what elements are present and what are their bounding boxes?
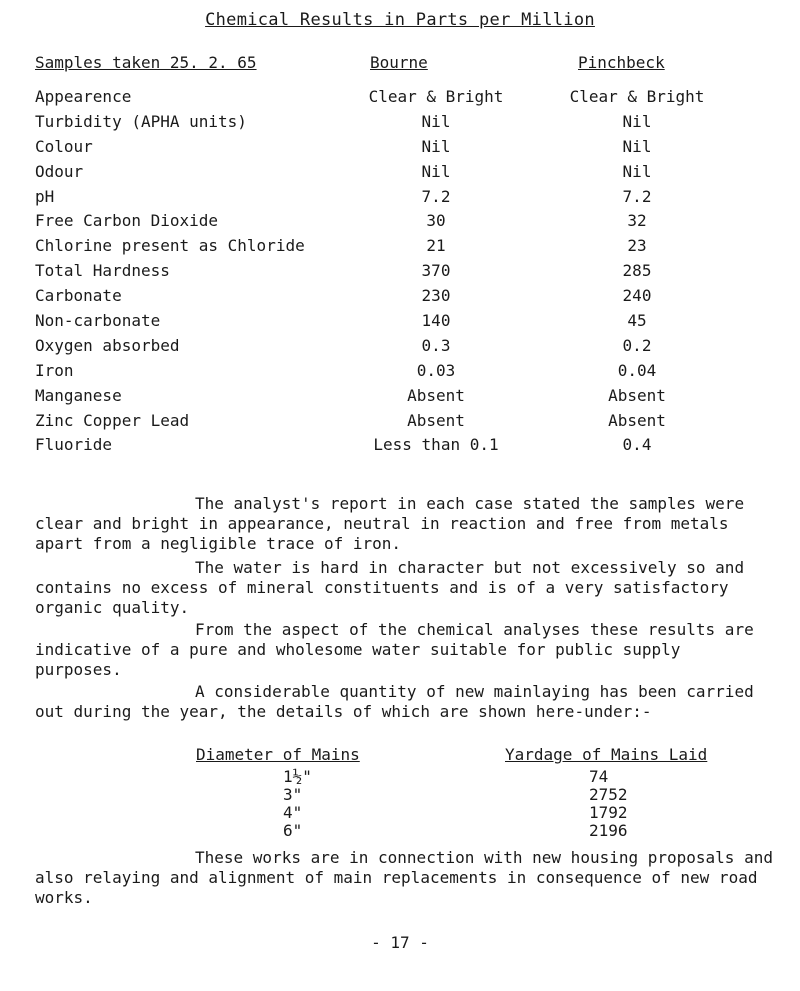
row-label: Zinc Copper Lead bbox=[35, 410, 190, 430]
housing-works-paragraph: These works are in connection with new housing proposals and also relaying and alignment of main replacements in consequence of new road works. bbox=[35, 848, 773, 907]
pinchbeck-value: 285 bbox=[622, 261, 652, 281]
row-label: Colour bbox=[35, 136, 93, 156]
diameter-value: 6" bbox=[283, 821, 303, 840]
table-row bbox=[0, 162, 800, 187]
page-title: Chemical Results in Parts per Million bbox=[205, 10, 595, 30]
pinchbeck-value: Nil bbox=[622, 111, 652, 131]
pinchbeck-value: 240 bbox=[622, 286, 652, 306]
row-label: Manganese bbox=[35, 385, 122, 405]
pinchbeck-value: Absent bbox=[608, 410, 666, 430]
row-label: Odour bbox=[35, 161, 84, 181]
row-label: Chlorine present as Chloride bbox=[35, 236, 305, 256]
bourne-value: 370 bbox=[421, 261, 451, 281]
row-label: Appearence bbox=[35, 87, 132, 106]
pinchbeck-value: 0.2 bbox=[622, 335, 652, 355]
bourne-value: Clear & Bright bbox=[368, 87, 504, 106]
yardage-value: 2752 bbox=[589, 785, 628, 804]
diameter-value: 4" bbox=[283, 803, 303, 822]
pinchbeck-column-header: Pinchbeck bbox=[578, 53, 665, 72]
row-label: Fluoride bbox=[35, 435, 113, 455]
diameter-value: 1½" bbox=[283, 767, 312, 786]
pinchbeck-value: Nil bbox=[622, 136, 652, 156]
pinchbeck-value: 32 bbox=[627, 211, 647, 231]
row-label: Carbonate bbox=[35, 286, 122, 306]
table-row bbox=[0, 435, 800, 460]
row-label: pH bbox=[35, 186, 55, 206]
wholesome-water-paragraph: From the aspect of the chemical analyses these results are indicative of a pure and wholesome water suitable for public supply purposes. bbox=[35, 620, 754, 679]
row-label: Oxygen absorbed bbox=[35, 335, 180, 355]
row-label: Non-carbonate bbox=[35, 311, 161, 331]
pinchbeck-value: 45 bbox=[627, 311, 647, 331]
bourne-value: Nil bbox=[421, 161, 451, 181]
table-row bbox=[0, 311, 800, 336]
pinchbeck-value: 0.04 bbox=[617, 360, 657, 380]
table-row bbox=[0, 803, 800, 821]
samples-date-header: Samples taken 25. 2. 65 bbox=[35, 53, 257, 72]
pinchbeck-value: 23 bbox=[627, 236, 647, 256]
bourne-value: 230 bbox=[421, 286, 451, 306]
bourne-value: 0.03 bbox=[416, 360, 456, 380]
pinchbeck-value: Absent bbox=[608, 385, 666, 405]
bourne-value: 140 bbox=[421, 311, 451, 331]
table-row bbox=[0, 87, 800, 112]
table-row bbox=[0, 187, 800, 212]
results-table bbox=[0, 87, 800, 460]
table-row bbox=[0, 411, 800, 436]
bourne-value: Absent bbox=[407, 410, 465, 430]
table-row bbox=[0, 261, 800, 286]
table-row bbox=[0, 361, 800, 386]
row-label: Turbidity (APHA units) bbox=[35, 111, 247, 131]
analyst-report-paragraph: The analyst's report in each case stated the samples were clear and bright in appearance, neutral in reaction and free from metals apart from a negligible trace of iron. bbox=[35, 494, 745, 553]
hardness-paragraph: The water is hard in character but not excessively so and contains no excess of mineral constituents and is of a very satisfactory organic quality. bbox=[35, 558, 745, 617]
diameter-header: Diameter of Mains bbox=[196, 745, 360, 764]
yardage-value: 1792 bbox=[589, 803, 628, 822]
row-label: Iron bbox=[35, 360, 74, 380]
yardage-value: 2196 bbox=[589, 821, 628, 840]
table-row bbox=[0, 821, 800, 839]
row-label: Total Hardness bbox=[35, 261, 170, 281]
bourne-value: 30 bbox=[426, 211, 446, 231]
diameter-value: 3" bbox=[283, 785, 303, 804]
table-row bbox=[0, 211, 800, 236]
bourne-value: 0.3 bbox=[421, 335, 451, 355]
table-row bbox=[0, 286, 800, 311]
bourne-value: Nil bbox=[421, 111, 451, 131]
table-row bbox=[0, 137, 800, 162]
bourne-value: Absent bbox=[407, 385, 465, 405]
pinchbeck-value: 7.2 bbox=[622, 186, 652, 206]
bourne-column-header: Bourne bbox=[370, 53, 428, 72]
yardage-header: Yardage of Mains Laid bbox=[505, 745, 708, 764]
table-row bbox=[0, 767, 800, 785]
bourne-value: 7.2 bbox=[421, 186, 451, 206]
yardage-value: 74 bbox=[589, 767, 609, 786]
pinchbeck-value: Nil bbox=[622, 161, 652, 181]
bourne-value: 21 bbox=[426, 236, 446, 256]
table-row bbox=[0, 785, 800, 803]
table-row bbox=[0, 336, 800, 361]
pinchbeck-value: Clear & Bright bbox=[569, 87, 705, 106]
page-number: - 17 - bbox=[371, 933, 429, 952]
table-row bbox=[0, 112, 800, 137]
bourne-value: Nil bbox=[421, 136, 451, 156]
row-label: Free Carbon Dioxide bbox=[35, 211, 219, 231]
pinchbeck-value: 0.4 bbox=[622, 435, 652, 455]
table-row bbox=[0, 236, 800, 261]
bourne-value: Less than 0.1 bbox=[373, 435, 499, 455]
table-row bbox=[0, 386, 800, 411]
mains-table bbox=[0, 767, 800, 839]
mainlaying-paragraph: A considerable quantity of new mainlaying has been carried out during the year, the details of which are shown here-under:- bbox=[35, 682, 754, 721]
